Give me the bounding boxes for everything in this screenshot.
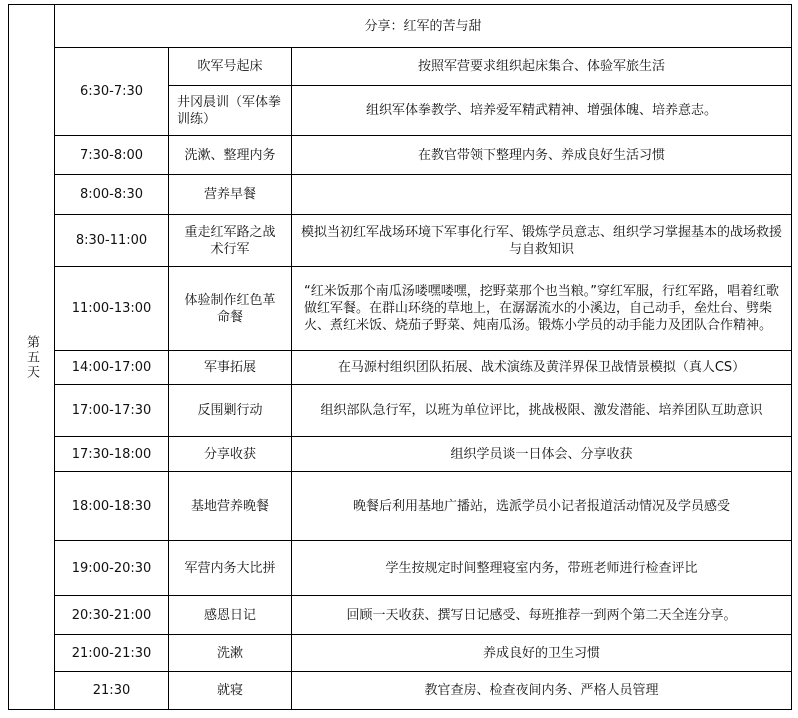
time-cell: 7:30-8:00 — [79, 147, 144, 163]
activity-cell: 洗漱 — [216, 645, 243, 661]
description-cell: 组织部队急行军，以班为单位评比，挑战极限、激发潜能、培养团队互助意识 — [320, 403, 763, 418]
description-cell: 在教官带领下整理内务、养成良好生活习惯 — [417, 147, 665, 163]
description-cell: 晚餐后利用基地广播站，选派学员小记者报道活动情况及学员感受 — [352, 498, 730, 514]
description-cell: 按照军营要求组织起床集合、体验军旅生活 — [417, 59, 665, 74]
description-cell: 组织学员谈一日体会、分享收获 — [450, 446, 633, 462]
activity-cell: 就寝 — [216, 683, 243, 698]
activity-cell: 反围剿行动 — [197, 403, 263, 418]
time-cell: 11:00-13:00 — [71, 301, 152, 316]
activity-cell: 吹军号起床 — [197, 59, 263, 74]
table-border-bottom — [8, 709, 792, 710]
table-border-right — [791, 4, 792, 710]
day-label: 第五天 — [24, 334, 39, 380]
time-cell: 8:30-11:00 — [75, 233, 148, 248]
activity-cell: 基地营养晚餐 — [190, 498, 269, 514]
description-cell: 养成良好的卫生习惯 — [482, 645, 600, 661]
description-cell: 回顾一天收获、撰写日记感受、每班推荐一到两个第二天全连分享。 — [346, 607, 737, 623]
time-cell: 17:00-17:30 — [71, 403, 152, 418]
description-cell: 模拟当初红军战场环境下军事化行军、锻炼学员意志、组织学习掌握基本的战场救援与自救知识 — [300, 224, 782, 257]
activity-cell: 军营内务大比拼 — [184, 560, 276, 576]
description-cell — [292, 175, 791, 214]
activity-cell: 军事拓展 — [203, 360, 256, 375]
day-label-cell — [9, 5, 54, 709]
activity-cell: 洗漱、整理内务 — [184, 147, 276, 163]
time-cell: 17:30-18:00 — [71, 446, 152, 462]
time-cell: 18:00-18:30 — [71, 498, 152, 514]
time-cell: 14:00-17:00 — [71, 360, 152, 375]
description-cell: 组织军体拳教学、培养爱军精武精神、增强体魄、培养意志。 — [365, 103, 717, 118]
time-cell: 21:00-21:30 — [71, 645, 152, 661]
time-cell: 20:30-21:00 — [71, 607, 152, 623]
activity-cell: 体验制作红色革命餐 — [184, 292, 276, 325]
schedule-table — [8, 4, 792, 710]
activity-cell: 井冈晨训（军体拳训练） — [177, 94, 282, 127]
description-cell: 在马源村组织团队拓展、战术演练及黄洋界保卫战情景模拟（真人CS） — [337, 360, 746, 375]
time-cell: 19:00-20:30 — [71, 560, 152, 576]
activity-cell: 感恩日记 — [203, 607, 256, 623]
activity-cell: 营养早餐 — [203, 187, 256, 202]
description-cell: 教官查房、检查夜间内务、严格人员管理 — [424, 683, 659, 698]
description-cell: “红米饭那个南瓜汤喽嘿喽嘿，挖野菜那个也当粮。”穿红军服，行红军路，唱着红歌做红军餐。在群山环绕的草地上，在潺潺流水的小溪边，自己动手，垒灶台、劈柴火、煮红米饭、烧茄子野菜、炖南瓜汤。锻炼小学员的动手能力及团队合作精神。 — [304, 284, 779, 333]
activity-cell: 分享收获 — [203, 446, 256, 462]
activity-cell: 重走红军路之战术行军 — [184, 224, 276, 257]
time-cell: 21:30 — [92, 683, 131, 698]
table-header: 分享：红军的苦与甜 — [364, 18, 482, 34]
time-cell: 6:30-7:30 — [79, 84, 144, 99]
time-cell: 8:00-8:30 — [79, 187, 144, 202]
description-cell: 学生按规定时间整理寝室内务，带班老师进行检查评比 — [385, 560, 698, 576]
